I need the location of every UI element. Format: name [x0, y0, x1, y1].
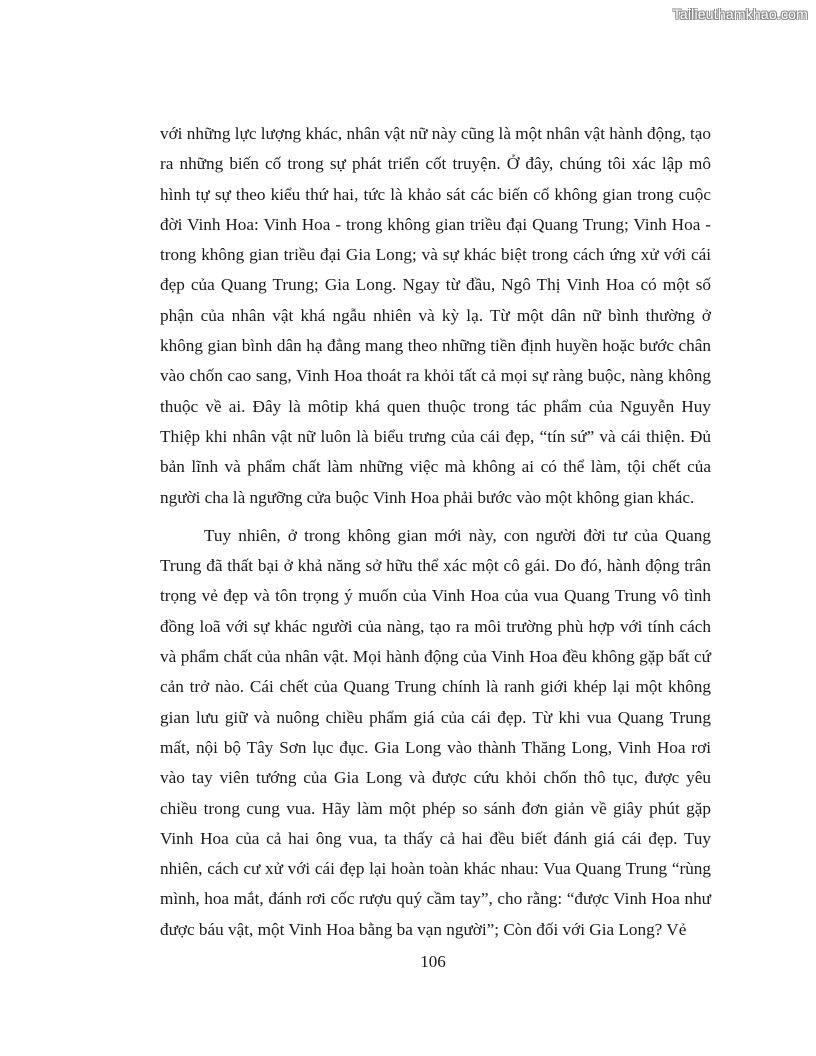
- document-body: [160, 119, 711, 953]
- watermark: Tailieuthamkhao.com: [672, 6, 808, 22]
- paragraph-2: Tuy nhiên, ở trong không gian mới này, con người đời tư của Quang Trung đã thất bại ở khả năng sở hữu thể xác một cô gái. Do đó, hành động trân trọng vẻ đẹp và tôn trọng ý muốn của Vinh Hoa của vua Quang Trung vô tình đồng loã với sự khác người của nàng, tạo ra môi trường phù hợp với tính cách và phẩm chất của nhân vật. Mọi hành động của Vinh Hoa đều không gặp bất cứ cản trở nào. Cái chết của Quang Trung chính là ranh giới khép lại một không gian lưu giữ và nuông chiều phẩm giá của cái đẹp. Từ khi vua Quang Trung mất, nội bộ Tây Sơn lục đục. Gia Long vào thành Thăng Long, Vinh Hoa rơi vào tay viên tướng của Gia Long và được cứu khỏi chốn thô tục, được yêu chiều trong cung vua. Hãy làm một phép so sánh đơn giản về giây phút gặp Vinh Hoa của cả hai ông vua, ta thấy cả hai đều biết đánh giá cái đẹp. Tuy nhiên, cách cư xử với cái đẹp lại hoàn toàn khác nhau: Vua Quang Trung “rùng mình, hoa mắt, đánh rơi cốc rượu quý cầm tay”, cho rằng: “được Vinh Hoa như được báu vật, một Vinh Hoa bằng ba vạn người”; Còn đối với Gia Long? Vẻ: [160, 525, 711, 939]
- paragraph-1: với những lực lượng khác, nhân vật nữ này cũng là một nhân vật hành động, tạo ra những biến cố trong sự phát triển cốt truyện. Ở đây, chúng tôi xác lập mô hình tự sự theo kiểu thứ hai, tức là khảo sát các biến cố không gian trong cuộc đời Vinh Hoa: Vinh Hoa - trong không gian triều đại Quang Trung; Vinh Hoa - trong không gian triều đại Gia Long; và sự khác biệt trong cách ứng xử với cái đẹp của Quang Trung; Gia Long. Ngay từ đầu, Ngô Thị Vinh Hoa có một số phận của nhân vật khá ngẫu nhiên và kỳ lạ. Từ một dân nữ bình thường ở không gian bình dân hạ đẳng mang theo những tiền định huyền hoặc bước chân vào chốn cao sang, Vinh Hoa thoát ra khỏi tất cả mọi sự ràng buộc, nàng không thuộc về ai. Đây là môtip khá quen thuộc trong tác phẩm của Nguyễn Huy Thiệp khi nhân vật nữ luôn là biểu trưng của cái đẹp, “tín sứ” và cái thiện. Đủ bản lĩnh và phẩm chất làm những việc mà không ai có thể làm, tội chết của người cha là ngưỡng cửa buộc Vinh Hoa phải bước vào một không gian khác.: [160, 124, 711, 507]
- page-number: 106: [420, 952, 446, 971]
